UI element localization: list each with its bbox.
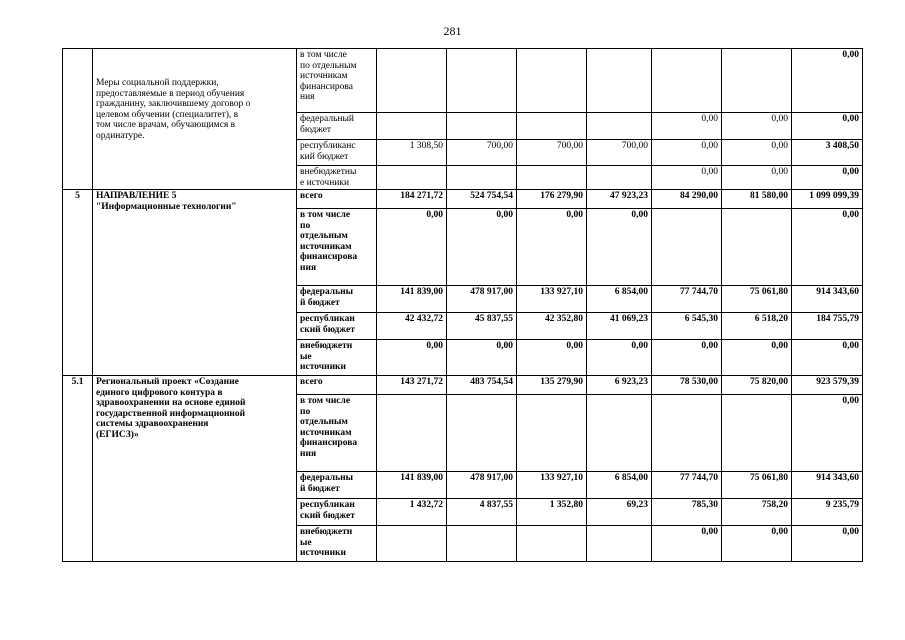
year-value: 133 927,10 — [517, 286, 587, 313]
year-value: 1 308,50 — [377, 140, 447, 166]
year-value: 700,00 — [587, 140, 652, 166]
year-value: 0,00 — [722, 340, 792, 376]
year-value: 700,00 — [447, 140, 517, 166]
year-value: 133 927,10 — [517, 472, 587, 499]
year-value: 141 839,00 — [377, 472, 447, 499]
year-value: 1 432,72 — [377, 499, 447, 526]
year-value: 81 580,00 — [722, 190, 792, 209]
year-value — [587, 526, 652, 562]
year-value: 6 854,00 — [587, 472, 652, 499]
funding-source: федеральный бюджет — [297, 113, 377, 140]
year-value: 75 061,80 — [722, 472, 792, 499]
year-value — [447, 395, 517, 472]
funding-source: всего — [297, 190, 377, 209]
year-value — [377, 526, 447, 562]
year-value: 0,00 — [517, 209, 587, 286]
year-value: 0,00 — [722, 526, 792, 562]
year-value: 176 279,90 — [517, 190, 587, 209]
year-value — [377, 166, 447, 190]
year-value — [447, 166, 517, 190]
year-value: 0,00 — [652, 140, 722, 166]
year-value: 758,20 — [722, 499, 792, 526]
year-value: 47 923,23 — [587, 190, 652, 209]
year-value: 6 518,20 — [722, 313, 792, 340]
year-value — [517, 166, 587, 190]
year-value — [447, 49, 517, 113]
total-value: 3 408,50 — [792, 140, 863, 166]
funding-source: республикан ский бюджет — [297, 313, 377, 340]
funding-source: в том числе по отдельным источникам финансирова ния — [297, 49, 377, 113]
total-value: 184 755,79 — [792, 313, 863, 340]
table-row — [63, 49, 863, 113]
year-value — [722, 395, 792, 472]
year-value: 700,00 — [517, 140, 587, 166]
measure-name: Региональный проект «Создание единого цифрового контура в здравоохранении на основе единой государственной информационной системы здравоохранения (ЕГИСЗ)» — [93, 376, 297, 562]
year-value — [587, 395, 652, 472]
budget-table — [62, 48, 863, 562]
total-value: 0,00 — [792, 340, 863, 376]
year-value: 0,00 — [652, 340, 722, 376]
year-value — [652, 49, 722, 113]
year-value: 0,00 — [447, 340, 517, 376]
year-value — [517, 395, 587, 472]
funding-source: федеральны й бюджет — [297, 472, 377, 499]
measure-name: Меры социальной поддержки, предоставляемые в период обучения гражданину, заключившему договор о целевом обучении (специалитет), в том числе врачам, обучающимся в ординатуре. — [93, 49, 297, 190]
year-value: 0,00 — [722, 140, 792, 166]
year-value — [587, 113, 652, 140]
year-value: 84 290,00 — [652, 190, 722, 209]
year-value: 75 820,00 — [722, 376, 792, 395]
year-value: 0,00 — [377, 340, 447, 376]
measure-name: НАПРАВЛЕНИЕ 5 "Информационные технологии" — [93, 190, 297, 376]
year-value: 1 352,80 — [517, 499, 587, 526]
row-number: 5 — [63, 190, 93, 376]
total-value: 1 099 099,39 — [792, 190, 863, 209]
year-value — [722, 49, 792, 113]
year-value — [377, 49, 447, 113]
year-value: 0,00 — [587, 340, 652, 376]
year-value: 77 744,70 — [652, 472, 722, 499]
year-value: 478 917,00 — [447, 472, 517, 499]
year-value: 6 923,23 — [587, 376, 652, 395]
year-value — [447, 113, 517, 140]
year-value: 478 917,00 — [447, 286, 517, 313]
year-value: 6 545,30 — [652, 313, 722, 340]
year-value: 41 069,23 — [587, 313, 652, 340]
year-value — [652, 395, 722, 472]
year-value: 0,00 — [447, 209, 517, 286]
year-value: 0,00 — [722, 113, 792, 140]
year-value: 135 279,90 — [517, 376, 587, 395]
row-number — [63, 49, 93, 190]
year-value: 483 754,54 — [447, 376, 517, 395]
year-value: 184 271,72 — [377, 190, 447, 209]
total-value: 0,00 — [792, 166, 863, 190]
year-value — [652, 209, 722, 286]
year-value: 524 754,54 — [447, 190, 517, 209]
funding-source: в том числе по отдельным источникам финансирова ния — [297, 209, 377, 286]
table-row — [63, 190, 863, 209]
year-value — [517, 526, 587, 562]
year-value: 785,30 — [652, 499, 722, 526]
total-value: 9 235,79 — [792, 499, 863, 526]
year-value: 6 854,00 — [587, 286, 652, 313]
year-value: 0,00 — [517, 340, 587, 376]
year-value: 0,00 — [652, 166, 722, 190]
total-value: 923 579,39 — [792, 376, 863, 395]
total-value: 914 343,60 — [792, 472, 863, 499]
year-value: 75 061,80 — [722, 286, 792, 313]
funding-source: внебюджетн ые источники — [297, 340, 377, 376]
year-value — [447, 526, 517, 562]
funding-source: всего — [297, 376, 377, 395]
year-value: 141 839,00 — [377, 286, 447, 313]
year-value — [587, 49, 652, 113]
year-value — [722, 209, 792, 286]
year-value: 69,23 — [587, 499, 652, 526]
page-number: 281 — [443, 24, 462, 38]
year-value — [517, 49, 587, 113]
total-value: 914 343,60 — [792, 286, 863, 313]
year-value: 78 530,00 — [652, 376, 722, 395]
year-value — [587, 166, 652, 190]
total-value: 0,00 — [792, 113, 863, 140]
table-row — [63, 376, 863, 395]
year-value — [377, 113, 447, 140]
funding-source: федеральны й бюджет — [297, 286, 377, 313]
total-value: 0,00 — [792, 395, 863, 472]
year-value: 0,00 — [587, 209, 652, 286]
funding-source: в том числе по отдельным источникам финансирова ния — [297, 395, 377, 472]
year-value: 77 744,70 — [652, 286, 722, 313]
year-value: 0,00 — [652, 113, 722, 140]
year-value — [517, 113, 587, 140]
funding-source: республикан ский бюджет — [297, 499, 377, 526]
funding-source: внебюджетны е источники — [297, 166, 377, 190]
year-value: 0,00 — [652, 526, 722, 562]
year-value: 0,00 — [722, 166, 792, 190]
total-value: 0,00 — [792, 209, 863, 286]
year-value: 0,00 — [377, 209, 447, 286]
year-value: 4 837,55 — [447, 499, 517, 526]
year-value: 143 271,72 — [377, 376, 447, 395]
row-number: 5.1 — [63, 376, 93, 562]
year-value: 45 837,55 — [447, 313, 517, 340]
year-value: 42 352,80 — [517, 313, 587, 340]
year-value — [377, 395, 447, 472]
funding-source: внебюджетн ые источники — [297, 526, 377, 562]
total-value: 0,00 — [792, 49, 863, 113]
year-value: 42 432,72 — [377, 313, 447, 340]
total-value: 0,00 — [792, 526, 863, 562]
funding-source: республиканс кий бюджет — [297, 140, 377, 166]
